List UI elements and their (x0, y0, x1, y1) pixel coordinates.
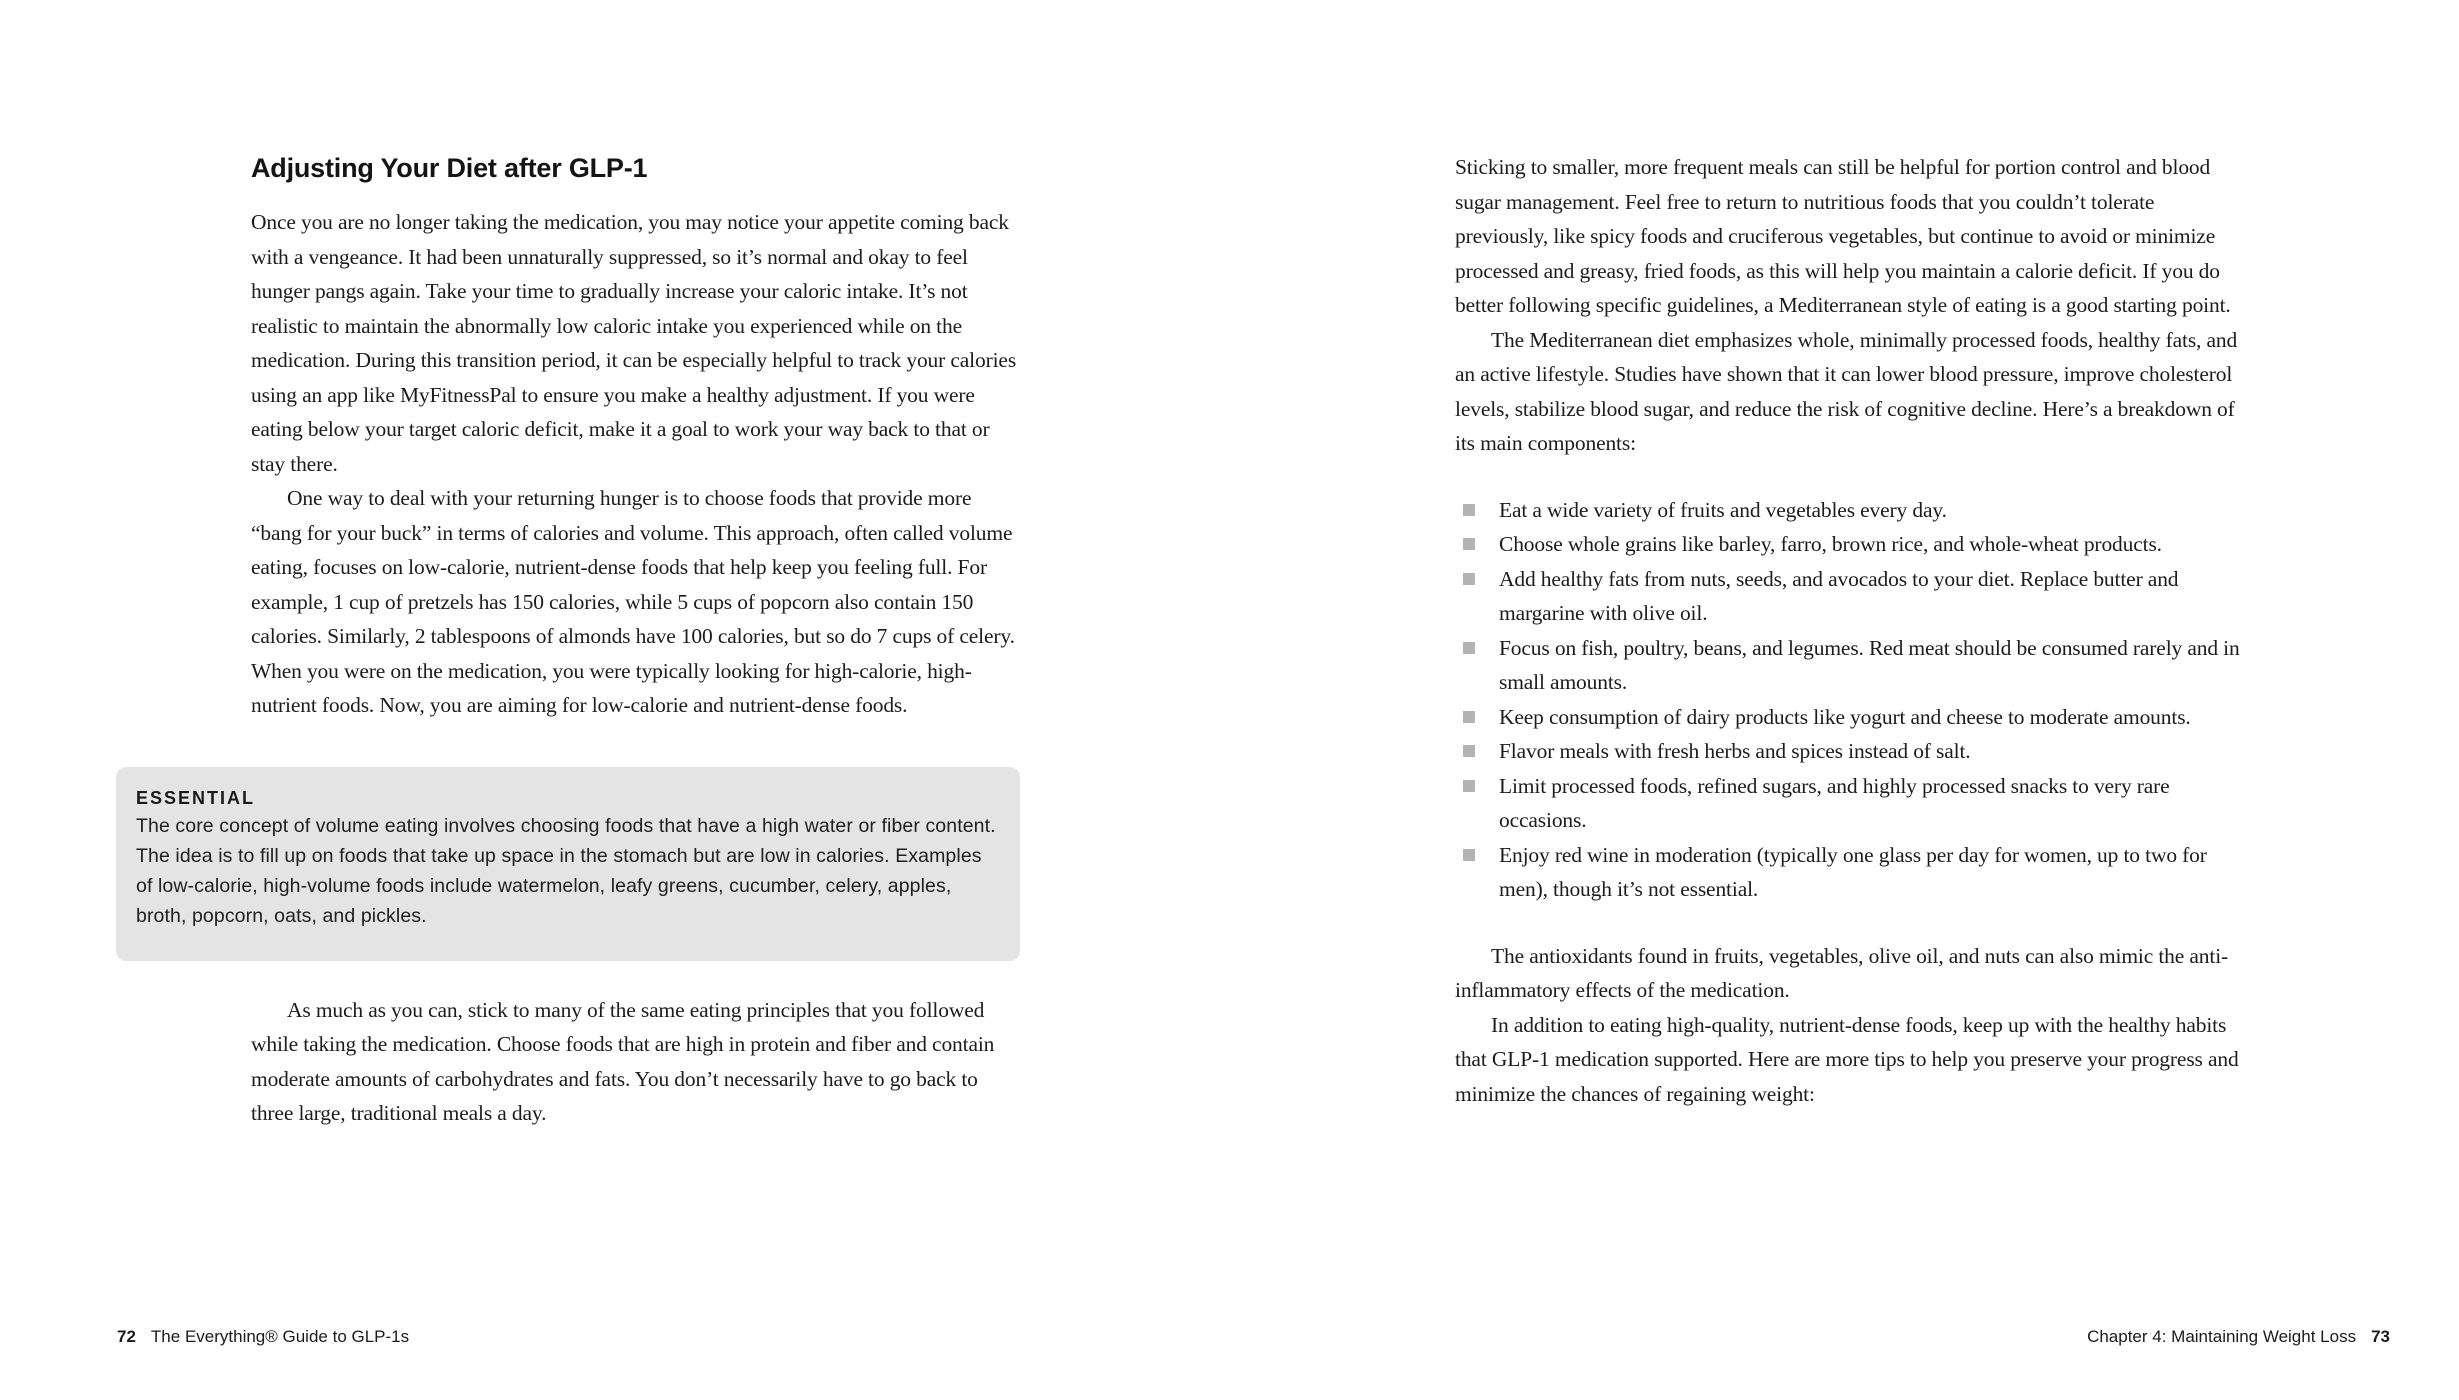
square-bullet-icon (1463, 780, 1475, 792)
list-item-text: Limit processed foods, refined sugars, and highly processed snacks to very rare occasions. (1499, 773, 2170, 832)
list-item (1455, 838, 2245, 907)
square-bullet-icon (1463, 849, 1475, 861)
left-page-footer (117, 1326, 409, 1348)
right-page-number: 73 (2371, 1327, 2390, 1346)
section-heading: Adjusting Your Diet after GLP-1 (251, 153, 648, 183)
square-bullet-icon (1463, 711, 1475, 723)
essential-callout-box (116, 767, 1020, 961)
list-item (1455, 562, 2245, 631)
list-item (1455, 631, 2245, 700)
left-footer-title: The Everything® Guide to GLP-1s (150, 1327, 410, 1346)
list-item (1455, 734, 2245, 769)
left-paragraph-2: One way to deal with your returning hunger is to choose foods that provide more “bang for your buck” in terms of calories and volume. This approach, often called volume eating, focuses on low-calorie, nutrient-dense foods that help keep you feeling full. For example, 1 cup of pretzels has 150 calories, while 5 cups of popcorn also contain 150 calories. Similarly, 2 tablespoons of almonds have 100 calories, but so do 7 cups of celery. When you were on the medication, you were typically looking for high-calorie, high-nutrient foods. Now, you are aiming for low-calorie and nutrient-dense foods. (251, 486, 1015, 717)
list-item-text: Add healthy fats from nuts, seeds, and avocados to your diet. Replace butter and margarine with olive oil. (1499, 566, 2179, 625)
right-page-footer (2087, 1326, 2390, 1348)
list-item-text: Eat a wide variety of fruits and vegetables every day. (1499, 497, 1947, 522)
callout-label: ESSENTIAL (136, 787, 256, 808)
list-item-text: Focus on fish, poultry, beans, and legumes. Red meat should be consumed rarely and in small amounts. (1499, 635, 2240, 694)
left-paragraph-1: Once you are no longer taking the medication, you may notice your appetite coming back with a vengeance. It had been unnaturally suppressed, so it’s normal and okay to feel hunger pangs again. Take your time to gradually increase your caloric intake. It’s not realistic to maintain the abnormally low caloric intake you experienced while on the medication. During this transition period, it can be especially helpful to track your calories using an app like MyFitnessPal to ensure you make a healthy adjustment. If you were eating below your target caloric deficit, make it a goal to work your way back to that or stay there. (251, 210, 1017, 476)
right-footer-title: Chapter 4: Maintaining Weight Loss (2087, 1327, 2357, 1346)
square-bullet-icon (1463, 538, 1475, 550)
left-page-text-column (136, 148, 1019, 1131)
left-page-number: 72 (117, 1327, 136, 1346)
list-item (1455, 700, 2245, 735)
list-item-text: Flavor meals with fresh herbs and spices instead of salt. (1499, 739, 1971, 763)
mediterranean-diet-list (1455, 493, 2245, 907)
list-item (1455, 527, 2245, 562)
list-item (1455, 493, 2245, 528)
list-item-text: Keep consumption of dairy products like yogurt and cheese to moderate amounts. (1499, 704, 2191, 729)
square-bullet-icon (1463, 642, 1475, 654)
right-page-text-column (1455, 150, 2245, 1111)
list-item-text: Enjoy red wine in moderation (typically one glass per day for women, up to two for men), though it’s not essential. (1499, 842, 2207, 901)
list-item (1455, 769, 2245, 838)
left-paragraph-3: As much as you can, stick to many of the same eating principles that you followed while taking the medication. Choose foods that are high in protein and fiber and contain moderate amounts of carbohydrates and fats. You don’t necessarily have to go back to three large, traditional meals a day. (251, 997, 995, 1125)
right-paragraph-2: The Mediterranean diet emphasizes whole, minimally processed foods, healthy fats, and an active lifestyle. Studies have shown that it can lower blood pressure, improve cholesterol levels, stabilize blood sugar, and reduce the risk of cognitive decline. Here’s a breakdown of its main components: (1455, 327, 2238, 455)
callout-body-text: The core concept of volume eating involves choosing foods that have a high water or fiber content. The idea is to fill up on foods that take up space in the stomach but are low in calories. Examples of low-calorie, high-volume foods include watermelon, leafy greens, cucumber, celery, apples, broth, popcorn, oats, and pickles. (136, 814, 996, 927)
square-bullet-icon (1463, 745, 1475, 757)
right-paragraph-1: Sticking to smaller, more frequent meals can still be helpful for portion control and blood sugar management. Feel free to return to nutritious foods that you couldn’t tolerate previously, like spicy foods and cruciferous vegetables, but continue to avoid or minimize processed and greasy, fried foods, as this will help you maintain a calorie deficit. If you do better following specific guidelines, a Mediterranean style of eating is a good starting point. (1455, 155, 2231, 317)
right-paragraph-4: In addition to eating high-quality, nutrient-dense foods, keep up with the healthy habits that GLP-1 medication supported. Here are more tips to help you preserve your progress and minimize the chances of regaining weight: (1455, 1012, 2239, 1106)
right-paragraph-3: The antioxidants found in fruits, vegetables, olive oil, and nuts can also mimic the anti-inflammatory effects of the medication. (1455, 943, 2229, 1002)
list-item-text: Choose whole grains like barley, farro, brown rice, and whole-wheat products. (1499, 532, 2162, 556)
square-bullet-icon (1463, 573, 1475, 585)
square-bullet-icon (1463, 504, 1475, 516)
